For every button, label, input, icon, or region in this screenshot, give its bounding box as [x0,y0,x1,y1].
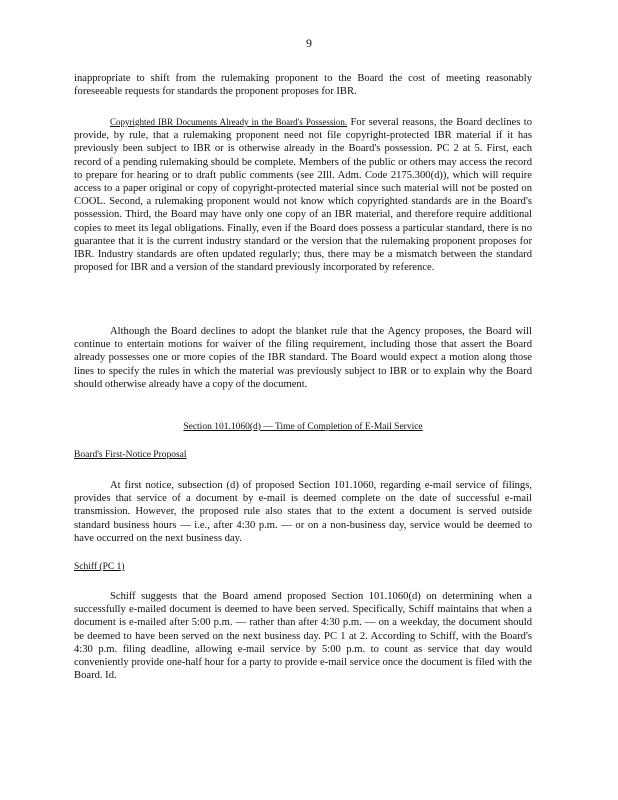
paragraph-text: Schiff suggests that the Board amend proposed Section 101.1060(d) on determining when a successfully e-mailed document is deemed to have been served. Specifically, Schiff maintains that when a document is e-mailed after 5:00 p.m. — rather than after 4:30 p.m. — on a weekday, the document should be deemed to have been served on the next business day. PC 1 at 2. According to Schiff, with the Board's 4:30 p.m. filing deadline, allowing e-mail service by 5:00 p.m. to count as service that day would conveniently provide one-half hour for a party to provide e-mail service once the document is filed with the Board. Id. [74,591,532,682]
paragraph-text: Although the Board declines to adopt the blanket rule that the Agency proposes, the Board will continue to entertain motions for waiver of the filing requirement, including those that assert the Board already possesses one or more copies of the IBR standard. The Board would expect a motion along those lines to specify the rules in which the material was previously subject to IBR or to explain why the Board should otherwise already have a copy of the document. [74,326,532,390]
page-number: 9 [306,36,312,50]
paragraph-text: For several reasons, the Board declines to provide, by rule, that a rulemaking proponent need not file copyright-protected IBR material if it has previously been subject to IBR or is otherwise already in the Board's possession. PC 2 at 5. First, each record of a pending rulemaking should be complete. Members of the public or others may access the record to prepare for hearing or to draft public comments (see 2Ill. Adm. Code 2175.300(d)), which will require access to a paper original or copy of copyright-protected material since such material will not be posted on COOL. Second, a rulemaking proponent would not know which copyrighted standards are in the Board's possession. Third, the Board may have only one copy of an IBR material, and therefore require additional copies to meet its legal obligations. Finally, even if the Board does possess a particular standard, there is no guarantee that it is the current industry standard or the version that the rulemaking proponent proposes for IBR. Industry standards are often updated regularly; thus, there may be a mismatch between the standard proposed for IBR and a version of the standard previously incorporated by reference. [74,117,532,274]
subheading-first-notice [74,450,532,460]
paragraph-text: inappropriate to shift from the rulemaking proponent to the Board the cost of meeting reasonably foreseeable requests for standards the proponent proposes for IBR. [74,73,532,98]
subheading-text: Schiff (PC 1) [74,562,125,572]
paragraph-waiver [74,325,532,391]
paragraph-first-notice [74,479,532,545]
paragraph-schiff [74,590,532,682]
section-heading-text: Section 101.1060(d) — Time of Completion of E-Mail Service [183,422,423,432]
paragraph-body [74,116,532,274]
paragraph-text: At first notice, subsection (d) of proposed Section 101.1060, regarding e-mail service of filings, provides that service of a document by e-mail is deemed complete on the date of successful e-mail transmission. However, the proposed rule also states that to the extent a document is served outside standard business hours — i.e., after 4:30 p.m. — or on a non-business day, service would be deemed to have occurred on the next business day. [74,480,532,544]
section-heading [74,422,532,432]
subheading-text: Board's First-Notice Proposal [74,450,187,460]
inline-heading: Copyrighted IBR Documents Already in the Board's Possession. [110,117,348,127]
paragraph-copyrighted-ibr [74,116,532,274]
paragraph-continuation [74,72,532,98]
subheading-schiff [74,562,532,572]
